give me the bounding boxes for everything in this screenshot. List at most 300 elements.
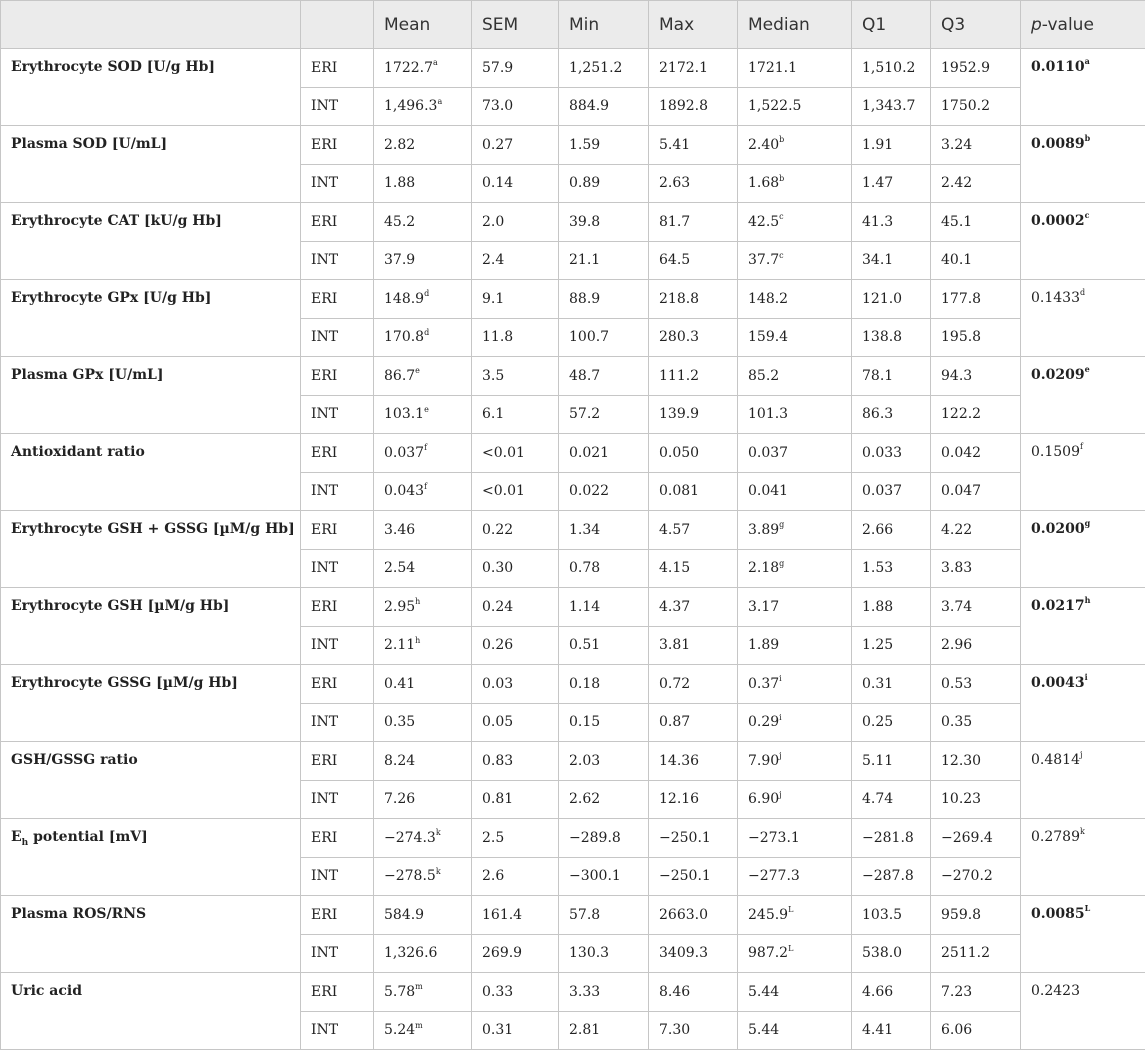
min-value: 130.3 — [569, 945, 609, 961]
max-value: 2.63 — [659, 175, 690, 191]
q1-cell — [852, 780, 931, 819]
sem-cell — [472, 819, 559, 858]
q1-cell — [852, 395, 931, 434]
mean-footnote: m — [415, 982, 423, 991]
min-value: 1,251.2 — [569, 60, 622, 76]
mean-value: 0.043 — [384, 483, 424, 499]
median-footnote: c — [779, 212, 783, 221]
min-value: 0.89 — [569, 175, 600, 191]
max-cell — [649, 472, 738, 511]
q1-value: 41.3 — [862, 214, 893, 230]
q1-value: 1.91 — [862, 137, 893, 153]
sem-cell — [472, 472, 559, 511]
median-cell — [738, 626, 852, 665]
parameter-cell — [1, 973, 301, 1050]
group-cell: INT — [301, 626, 374, 665]
median-cell — [738, 973, 852, 1012]
mean-cell — [374, 780, 472, 819]
max-value: 1892.8 — [659, 98, 708, 114]
group-cell: ERI — [301, 434, 374, 473]
q3-cell — [931, 549, 1021, 588]
mean-value: 170.8 — [384, 329, 424, 345]
p-footnote: h — [1085, 595, 1091, 605]
header-q1: Q1 — [852, 1, 931, 49]
p-value-cell — [1021, 357, 1145, 434]
q3-value: 45.1 — [941, 214, 972, 230]
min-value: 21.1 — [569, 252, 600, 268]
max-value: 2663.0 — [659, 907, 708, 923]
max-value: 64.5 — [659, 252, 690, 268]
median-value: 0.37 — [748, 676, 779, 692]
min-value: 88.9 — [569, 291, 600, 307]
min-cell — [559, 434, 649, 473]
max-cell — [649, 87, 738, 126]
table-row — [1, 973, 1145, 1012]
q3-cell — [931, 395, 1021, 434]
q1-cell — [852, 665, 931, 704]
p-footnote: c — [1085, 210, 1090, 220]
max-value: 111.2 — [659, 368, 699, 384]
median-footnote: j — [779, 790, 781, 799]
mean-footnote: d — [424, 289, 429, 298]
header-median: Median — [738, 1, 852, 49]
median-value: 1.89 — [748, 637, 779, 653]
min-cell — [559, 280, 649, 319]
q3-value: 0.042 — [941, 445, 981, 461]
q3-cell — [931, 819, 1021, 858]
sem-cell — [472, 280, 559, 319]
header-p-rest: -value — [1042, 15, 1094, 35]
p-footnote: f — [1080, 442, 1083, 451]
p-value-cell — [1021, 511, 1145, 588]
mean-value: −278.5 — [384, 868, 436, 884]
sem-value: 2.5 — [482, 830, 504, 846]
p-value-cell — [1021, 896, 1145, 973]
min-value: 0.022 — [569, 483, 609, 499]
median-cell — [738, 357, 852, 396]
max-cell — [649, 626, 738, 665]
sem-cell — [472, 395, 559, 434]
sem-value: 6.1 — [482, 406, 504, 422]
p-value: 0.0209 — [1031, 367, 1085, 383]
max-cell — [649, 780, 738, 819]
group-cell: INT — [301, 318, 374, 357]
median-cell — [738, 49, 852, 88]
mean-cell — [374, 511, 472, 550]
p-value-cell — [1021, 280, 1145, 357]
q3-cell — [931, 472, 1021, 511]
group-cell: INT — [301, 472, 374, 511]
p-footnote: d — [1080, 288, 1085, 297]
p-footnote: g — [1085, 518, 1091, 528]
parameter-label: GSH/GSSG ratio — [11, 752, 138, 768]
sem-cell — [472, 434, 559, 473]
mean-footnote: e — [424, 405, 429, 414]
max-value: 218.8 — [659, 291, 699, 307]
q1-cell — [852, 357, 931, 396]
mean-cell — [374, 395, 472, 434]
max-cell — [649, 511, 738, 550]
min-cell — [559, 742, 649, 781]
q3-cell — [931, 780, 1021, 819]
q1-value: 0.31 — [862, 676, 893, 692]
q3-cell — [931, 857, 1021, 896]
parameter-cell — [1, 896, 301, 973]
max-cell — [649, 857, 738, 896]
parameter-label: Erythrocyte SOD [U/g Hb] — [11, 59, 215, 75]
mean-cell — [374, 164, 472, 203]
q1-cell — [852, 434, 931, 473]
mean-cell — [374, 934, 472, 973]
min-cell — [559, 703, 649, 742]
q1-value: 4.41 — [862, 1022, 893, 1038]
median-value: 101.3 — [748, 406, 788, 422]
max-cell — [649, 164, 738, 203]
q3-cell — [931, 49, 1021, 88]
p-value: 0.0002 — [1031, 213, 1085, 229]
q1-value: 538.0 — [862, 945, 902, 961]
min-value: 884.9 — [569, 98, 609, 114]
min-value: 57.8 — [569, 907, 600, 923]
q3-cell — [931, 434, 1021, 473]
min-value: 100.7 — [569, 329, 609, 345]
median-value: 0.29 — [748, 714, 779, 730]
table-header — [1, 1, 1145, 49]
q3-value: 0.047 — [941, 483, 981, 499]
table-row — [1, 665, 1145, 704]
parameter-label: Plasma GPx [U/mL] — [11, 367, 164, 383]
sem-cell — [472, 49, 559, 88]
group-cell: INT — [301, 857, 374, 896]
max-value: 5.41 — [659, 137, 690, 153]
q3-value: 10.23 — [941, 791, 981, 807]
q3-cell — [931, 126, 1021, 165]
p-value: 0.0217 — [1031, 598, 1085, 614]
q3-cell — [931, 896, 1021, 935]
min-value: 3.33 — [569, 984, 600, 1000]
median-cell — [738, 241, 852, 280]
q1-cell — [852, 472, 931, 511]
max-cell — [649, 973, 738, 1012]
q3-value: 122.2 — [941, 406, 981, 422]
parameter-label: Uric acid — [11, 983, 82, 999]
header-sem: SEM — [472, 1, 559, 49]
header-row — [1, 1, 1145, 49]
min-value: 1.34 — [569, 522, 600, 538]
p-value-cell — [1021, 434, 1145, 511]
parameter-cell — [1, 742, 301, 819]
min-cell — [559, 973, 649, 1012]
median-value: 1,522.5 — [748, 98, 801, 114]
sem-value: 57.9 — [482, 60, 513, 76]
group-cell: ERI — [301, 742, 374, 781]
mean-value: 103.1 — [384, 406, 424, 422]
median-value: 0.037 — [748, 445, 788, 461]
parameter-label: Erythrocyte GSH [µM/g Hb] — [11, 598, 229, 614]
min-value: −289.8 — [569, 830, 621, 846]
q3-value: 177.8 — [941, 291, 981, 307]
max-cell — [649, 588, 738, 627]
mean-value: 1,326.6 — [384, 945, 437, 961]
parameter-label: E — [11, 829, 22, 845]
mean-footnote: h — [415, 597, 420, 606]
q1-value: 34.1 — [862, 252, 893, 268]
mean-value: −274.3 — [384, 830, 436, 846]
p-value-cell — [1021, 973, 1145, 1050]
median-cell — [738, 665, 852, 704]
min-value: 0.021 — [569, 445, 609, 461]
q1-cell — [852, 934, 931, 973]
mean-value: 1722.7 — [384, 60, 433, 76]
parameter-cell — [1, 280, 301, 357]
p-value-cell — [1021, 49, 1145, 126]
sem-value: 0.05 — [482, 714, 513, 730]
p-value-cell — [1021, 588, 1145, 665]
sem-cell — [472, 896, 559, 935]
sem-value: 0.27 — [482, 137, 513, 153]
max-value: 12.16 — [659, 791, 699, 807]
mean-footnote: a — [437, 97, 442, 106]
median-footnote: g — [779, 559, 784, 568]
q1-cell — [852, 203, 931, 242]
group-cell: ERI — [301, 126, 374, 165]
min-value: 48.7 — [569, 368, 600, 384]
q3-value: 2.42 — [941, 175, 972, 191]
median-value: −273.1 — [748, 830, 800, 846]
q3-cell — [931, 357, 1021, 396]
median-value: 3.89 — [748, 522, 779, 538]
min-cell — [559, 780, 649, 819]
header-max: Max — [649, 1, 738, 49]
max-cell — [649, 819, 738, 858]
group-cell: INT — [301, 780, 374, 819]
q3-value: 1952.9 — [941, 60, 990, 76]
median-cell — [738, 126, 852, 165]
median-cell — [738, 703, 852, 742]
max-value: 81.7 — [659, 214, 690, 230]
q1-cell — [852, 87, 931, 126]
p-value: 0.0085 — [1031, 906, 1085, 922]
parameter-cell — [1, 665, 301, 742]
q1-cell — [852, 241, 931, 280]
mean-value: 0.41 — [384, 676, 415, 692]
max-value: 0.050 — [659, 445, 699, 461]
q1-value: 1.47 — [862, 175, 893, 191]
p-value-cell — [1021, 126, 1145, 203]
group-cell: ERI — [301, 896, 374, 935]
median-footnote: g — [779, 520, 784, 529]
p-footnote: i — [1085, 672, 1088, 682]
q3-cell — [931, 280, 1021, 319]
q3-value: 94.3 — [941, 368, 972, 384]
max-value: 7.30 — [659, 1022, 690, 1038]
mean-cell — [374, 549, 472, 588]
q1-value: 2.66 — [862, 522, 893, 538]
q3-value: 4.22 — [941, 522, 972, 538]
median-value: 2.18 — [748, 560, 779, 576]
min-cell — [559, 164, 649, 203]
mean-cell — [374, 973, 472, 1012]
table-row — [1, 280, 1145, 319]
q1-cell — [852, 511, 931, 550]
group-cell: ERI — [301, 588, 374, 627]
q1-value: −281.8 — [862, 830, 914, 846]
parameter-label: Erythrocyte CAT [kU/g Hb] — [11, 213, 222, 229]
mean-footnote: m — [415, 1021, 423, 1030]
median-cell — [738, 203, 852, 242]
q1-value: 1.53 — [862, 560, 893, 576]
median-footnote: L — [788, 905, 793, 914]
max-value: 4.15 — [659, 560, 690, 576]
sem-cell — [472, 588, 559, 627]
median-value: 245.9 — [748, 907, 788, 923]
q3-cell — [931, 742, 1021, 781]
median-cell — [738, 1011, 852, 1050]
median-cell — [738, 434, 852, 473]
q1-cell — [852, 280, 931, 319]
mean-footnote: h — [415, 636, 420, 645]
table-row — [1, 203, 1145, 242]
mean-footnote: f — [424, 443, 427, 452]
sem-value: 9.1 — [482, 291, 504, 307]
p-value: 0.1509 — [1031, 444, 1080, 460]
q3-cell — [931, 203, 1021, 242]
p-footnote: a — [1085, 56, 1090, 66]
median-cell — [738, 819, 852, 858]
mean-value: 584.9 — [384, 907, 424, 923]
group-cell: ERI — [301, 511, 374, 550]
q1-value: −287.8 — [862, 868, 914, 884]
sem-cell — [472, 511, 559, 550]
median-value: 37.7 — [748, 252, 779, 268]
mean-cell — [374, 626, 472, 665]
parameter-label: Antioxidant ratio — [11, 444, 145, 460]
q1-cell — [852, 49, 931, 88]
group-cell: ERI — [301, 665, 374, 704]
min-value: 57.2 — [569, 406, 600, 422]
mean-value: 148.9 — [384, 291, 424, 307]
min-cell — [559, 49, 649, 88]
q1-value: 4.66 — [862, 984, 893, 1000]
p-footnote: L — [1085, 903, 1091, 913]
q3-value: 3.24 — [941, 137, 972, 153]
q1-cell — [852, 819, 931, 858]
median-value: 1.68 — [748, 175, 779, 191]
mean-value: 1,496.3 — [384, 98, 437, 114]
median-cell — [738, 588, 852, 627]
mean-footnote: f — [424, 482, 427, 491]
q3-value: 3.74 — [941, 599, 972, 615]
mean-value: 86.7 — [384, 368, 415, 384]
q1-value: 1,343.7 — [862, 98, 915, 114]
max-cell — [649, 1011, 738, 1050]
table-row — [1, 49, 1145, 88]
sem-cell — [472, 1011, 559, 1050]
q1-cell — [852, 896, 931, 935]
q1-value: 0.25 — [862, 714, 893, 730]
sem-cell — [472, 742, 559, 781]
q3-cell — [931, 318, 1021, 357]
mean-footnote: d — [424, 328, 429, 337]
min-cell — [559, 357, 649, 396]
max-value: 0.87 — [659, 714, 690, 730]
median-value: 7.90 — [748, 753, 779, 769]
max-value: 0.081 — [659, 483, 699, 499]
min-cell — [559, 934, 649, 973]
max-cell — [649, 241, 738, 280]
mean-value: 3.46 — [384, 522, 415, 538]
mean-cell — [374, 742, 472, 781]
group-cell: INT — [301, 934, 374, 973]
median-cell — [738, 164, 852, 203]
q1-cell — [852, 588, 931, 627]
median-cell — [738, 87, 852, 126]
min-value: 2.81 — [569, 1022, 600, 1038]
q1-cell — [852, 703, 931, 742]
group-cell: INT — [301, 395, 374, 434]
sem-cell — [472, 164, 559, 203]
max-cell — [649, 49, 738, 88]
q1-value: 1.88 — [862, 599, 893, 615]
mean-value: 0.35 — [384, 714, 415, 730]
mean-cell — [374, 1011, 472, 1050]
median-cell — [738, 395, 852, 434]
sem-value: 73.0 — [482, 98, 513, 114]
median-cell — [738, 511, 852, 550]
q1-value: 0.033 — [862, 445, 902, 461]
sem-value: 2.4 — [482, 252, 504, 268]
max-cell — [649, 742, 738, 781]
min-cell — [559, 241, 649, 280]
mean-cell — [374, 819, 472, 858]
q3-value: 2511.2 — [941, 945, 990, 961]
median-value: 5.44 — [748, 984, 779, 1000]
table-row — [1, 742, 1145, 781]
mean-cell — [374, 203, 472, 242]
mean-value: 45.2 — [384, 214, 415, 230]
parameter-label-sub: h — [22, 838, 29, 848]
table-row — [1, 896, 1145, 935]
table-body — [1, 49, 1145, 1050]
p-value: 0.4814 — [1031, 752, 1080, 768]
min-value: 0.78 — [569, 560, 600, 576]
median-cell — [738, 780, 852, 819]
table-row — [1, 588, 1145, 627]
group-cell: ERI — [301, 203, 374, 242]
median-value: 85.2 — [748, 368, 779, 384]
header-p-value — [1021, 1, 1145, 49]
q1-value: 121.0 — [862, 291, 902, 307]
p-value: 0.0110 — [1031, 59, 1085, 75]
parameter-cell — [1, 49, 301, 126]
median-value: 2.40 — [748, 137, 779, 153]
min-cell — [559, 626, 649, 665]
q1-cell — [852, 857, 931, 896]
sem-value: 11.8 — [482, 329, 513, 345]
q1-value: 78.1 — [862, 368, 893, 384]
sem-cell — [472, 665, 559, 704]
sem-value: 0.31 — [482, 1022, 513, 1038]
q3-cell — [931, 703, 1021, 742]
table-row — [1, 434, 1145, 473]
sem-value: 0.83 — [482, 753, 513, 769]
sem-value: 0.81 — [482, 791, 513, 807]
q3-cell — [931, 164, 1021, 203]
p-value: 0.2789 — [1031, 829, 1080, 845]
p-value: 0.0043 — [1031, 675, 1085, 691]
mean-cell — [374, 241, 472, 280]
q3-value: 0.53 — [941, 676, 972, 692]
